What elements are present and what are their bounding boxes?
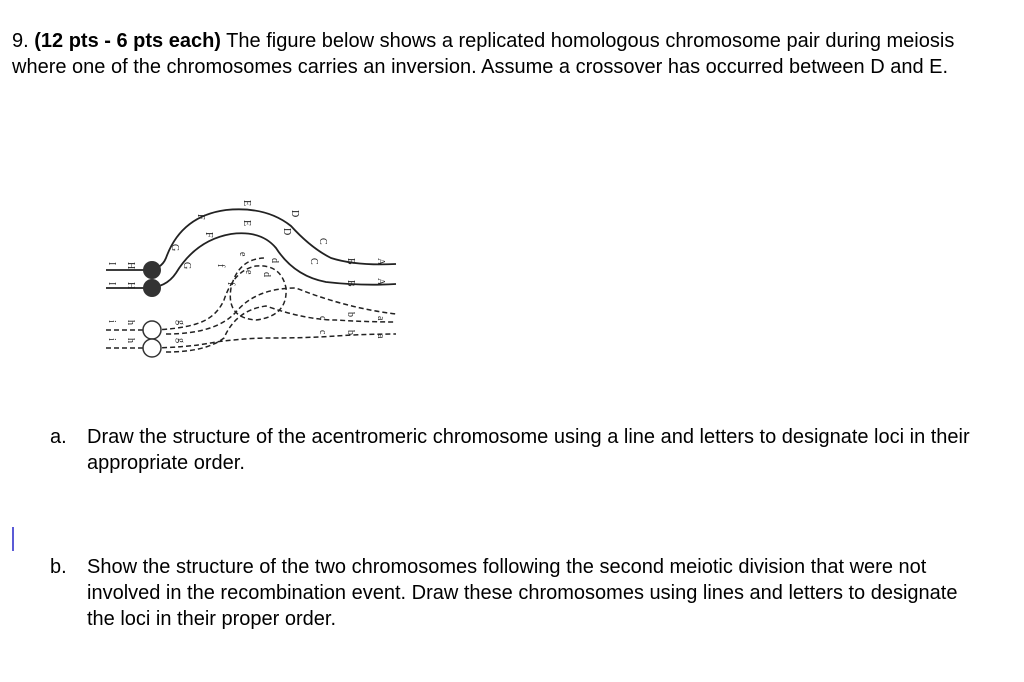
locus-a-2: a [375, 334, 386, 339]
locus-D-1: D [289, 210, 300, 218]
question-text: The figure below shows a replicated homologous chromosome pair during meiosis where one of the chromosomes carries an inversion. Assume a crossover has occurred between D and E. [12, 30, 955, 78]
locus-G-1: G [169, 244, 180, 252]
centromere-solid-2 [143, 279, 161, 297]
part-b-label: b. [50, 556, 67, 578]
part-a [50, 424, 990, 476]
part-a-label: a. [50, 426, 67, 448]
locus-D-2: D [281, 228, 292, 236]
question-points: (12 pts - 6 pts each) [34, 30, 221, 52]
locus-H-2: H [125, 282, 136, 290]
locus-G-2: G [181, 262, 192, 270]
locus-d-2: d [261, 272, 272, 277]
locus-F-1: F [195, 214, 206, 220]
locus-g-2: g [175, 338, 186, 343]
question-stem [12, 28, 1002, 80]
locus-F-2: F [203, 232, 214, 238]
locus-I-1: I [106, 262, 117, 266]
locus-f-1: f [215, 264, 226, 268]
locus-i-2: i [106, 338, 117, 341]
locus-A-2: A [375, 278, 386, 286]
locus-b-1: b [345, 312, 356, 317]
locus-d-1: d [269, 258, 280, 263]
centromere-open-1 [143, 321, 161, 339]
locus-i-1: i [106, 320, 117, 323]
part-b-text: Show the structure of the two chromosomes following the second meiotic division that were not involved in the recombination event. Draw these chromosomes using lines and letters to designate the loci in their proper order. [87, 556, 958, 630]
centromeres [143, 261, 161, 357]
question-number: 9. [12, 30, 29, 52]
locus-C-2: C [308, 258, 319, 265]
chromosome-inversion-figure [106, 188, 406, 383]
part-b [50, 554, 990, 632]
locus-c-2: c [317, 330, 328, 335]
locus-B-1: B [345, 258, 356, 265]
locus-h-2: h [125, 338, 136, 343]
centromere-open-2 [143, 339, 161, 357]
chromosome-figure [106, 188, 406, 383]
locus-f-2: f [225, 282, 236, 286]
locus-e-2: e [243, 270, 254, 275]
strand-lower-4 [166, 306, 396, 352]
locus-C-1: C [317, 238, 328, 245]
locus-c-1: c [317, 316, 328, 321]
text-cursor[interactable] [12, 527, 14, 551]
locus-a-1: a [375, 316, 386, 321]
part-a-text: Draw the structure of the acentromeric chromosome using a line and letters to designate loci in their appropriate order. [87, 426, 970, 474]
locus-E-1: E [241, 200, 252, 207]
locus-A-1: A [375, 258, 386, 266]
centromere-solid-1 [143, 261, 161, 279]
locus-H-1: H [125, 262, 136, 270]
locus-h-1: h [125, 320, 136, 325]
locus-E-2: E [241, 220, 252, 227]
locus-I-2: I [106, 282, 117, 286]
locus-e-1: e [237, 252, 248, 257]
locus-g-1: g [175, 320, 186, 325]
locus-b-2: b [345, 330, 356, 335]
locus-B-2: B [345, 280, 356, 287]
